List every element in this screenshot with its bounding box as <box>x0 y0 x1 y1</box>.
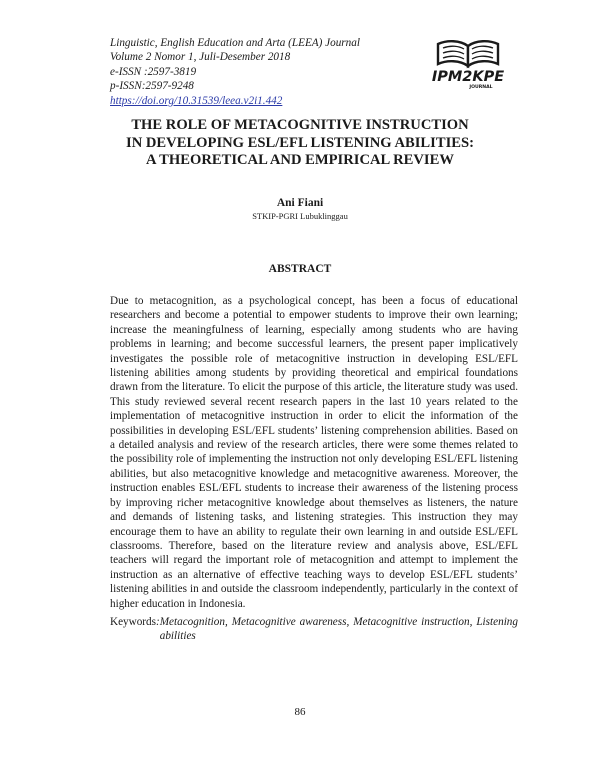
logo-subtext: JOURNAL <box>469 85 493 90</box>
article-title <box>60 117 540 170</box>
page-number: 86 <box>294 706 306 718</box>
title-line: A THEORETICAL AND EMPIRICAL REVIEW <box>146 152 454 169</box>
author-name: Ani Fiani <box>276 197 324 209</box>
keywords <box>110 615 518 644</box>
logo-text: IPM2KPE <box>431 69 505 85</box>
title-line: THE ROLE OF METACOGNITIVE INSTRUCTION <box>131 117 469 133</box>
journal-name: Linguistic, English Education and Arta (LEEA) Journal <box>110 37 360 49</box>
journal-logo <box>423 38 513 90</box>
journal-volume: Volume 2 Nomor 1, Juli-Desember 2018 <box>110 51 291 64</box>
doi-link[interactable]: https://doi.org/10.31539/leea.v2i1.442 <box>110 94 283 107</box>
journal-info <box>110 36 360 108</box>
abstract-heading: ABSTRACT <box>268 263 332 275</box>
journal-eissn: e-ISSN :2597-3819 <box>110 65 197 78</box>
keywords-values: Metacognition, Metacognitive awareness, Metacognitive instruction, Listening abilities <box>159 616 518 643</box>
keywords-label: Keywords: <box>110 616 160 628</box>
abstract-body: Due to metacognition, as a psychological concept, has been a focus of educational researchers and become a potential to empower students to improve their own learning; increase the meaningfulness of learning, especially among students who are having problems in learning; and become successful learners, the present paper implicatively investigates the possible role of metacognitive instruction in developing ESL/EFL listening abilities among students by providing theoretical and empirical foundations drawn from the literature. To elicit the purpose of this article, the literature study was used. This study reviewed several recent research papers in the last 10 years related to the implementation of metacognitive instruction in order to elicit the information of the possibilities in developing ESL/EFL students’ listening comprehension abilities. Based on a detailed analysis and review of the research articles, there were some themes related to the possibility role of implementing the instruction not only developing ESL/EFL listening abilities, but also metacognitive knowledge and metacognitive awareness. Moreover, the instruction enables ESL/EFL students to increase their awareness of the listening process by improving richer metacognitive knowledge about themselves as listeners, the nature and demands of listening tasks, and listening strategies. This instruction they may encourage them to have an ability to regulate their own learning in and outside ESL/EFL classrooms. Therefore, based on the literature review and analysis above, ESL/EFL teachers will regard the important role of metacognition and attempt to implement the instruction as an alternative of effective teaching ways to develop ESL/EFL students’ listening abilities in and outside the classroom independently, particularly in the context of higher education in Indonesia. <box>110 295 518 610</box>
journal-pissn: p-ISSN:2597-9248 <box>110 80 194 93</box>
title-line: IN DEVELOPING ESL/EFL LISTENING ABILITIES: <box>126 134 474 151</box>
book-icon <box>423 38 513 90</box>
author-affiliation: STKIP-PGRI Lubuklinggau <box>252 211 348 221</box>
